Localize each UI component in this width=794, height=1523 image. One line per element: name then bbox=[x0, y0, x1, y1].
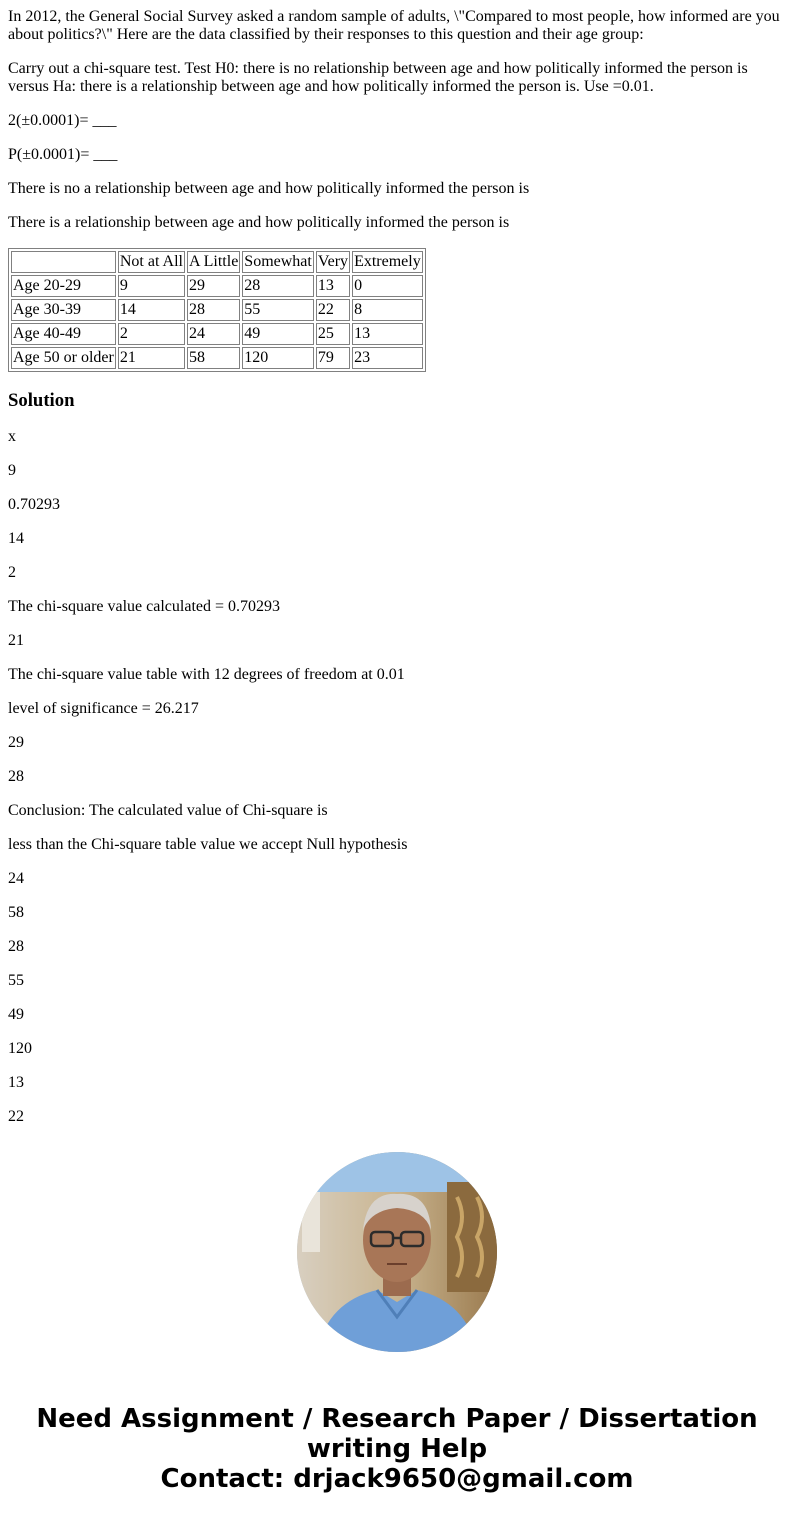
avatar bbox=[297, 1152, 497, 1352]
table-cell: 9 bbox=[118, 275, 185, 297]
table-cell: 29 bbox=[187, 275, 240, 297]
promo-contact[interactable]: Contact: drjack9650@gmail.com bbox=[160, 1464, 634, 1494]
promo-line-2: writing Help bbox=[306, 1434, 488, 1464]
table-row bbox=[11, 347, 423, 369]
table-header-cell: Extremely bbox=[352, 251, 423, 273]
solution-line: 58 bbox=[8, 904, 24, 921]
solution-line: 55 bbox=[8, 972, 24, 989]
solution-line: 9 bbox=[8, 462, 16, 479]
solution-heading: Solution bbox=[8, 390, 75, 411]
solution-line: 24 bbox=[8, 870, 24, 887]
solution-line: Conclusion: The calculated value of Chi-square is bbox=[8, 802, 328, 819]
data-table bbox=[8, 248, 426, 372]
table-cell: 28 bbox=[187, 299, 240, 321]
table-cell: 13 bbox=[352, 323, 423, 345]
table-cell: 21 bbox=[118, 347, 185, 369]
author-photo-area bbox=[0, 1152, 794, 1352]
table-cell: 14 bbox=[118, 299, 185, 321]
solution-line: 28 bbox=[8, 938, 24, 955]
solution-line: 14 bbox=[8, 530, 24, 547]
question-intro: In 2012, the General Social Survey asked a random sample of adults, \"Compared to most people, how informed are you about politics?\" Here are the data classified by their responses to this question and their age group: bbox=[8, 8, 780, 43]
table-header-cell: Very bbox=[316, 251, 350, 273]
table-row bbox=[11, 299, 423, 321]
solution-body bbox=[8, 428, 786, 1126]
table-cell: 13 bbox=[316, 275, 350, 297]
table-cell: 55 bbox=[242, 299, 314, 321]
solution-line: 120 bbox=[8, 1040, 32, 1057]
solution-line: 28 bbox=[8, 768, 24, 785]
table-cell: Age 20-29 bbox=[11, 275, 116, 297]
solution-line: x bbox=[8, 428, 16, 445]
table-row bbox=[11, 275, 423, 297]
question-instructions: Carry out a chi-square test. Test H0: there is no relationship between age and how politically informed the person is versus Ha: there is a relationship between age and how politically informed the person is. Use =0.01. bbox=[8, 60, 748, 95]
table-cell: Age 50 or older bbox=[11, 347, 116, 369]
solution-line: level of significance = 26.217 bbox=[8, 700, 199, 717]
person-photo-icon bbox=[297, 1152, 497, 1352]
table-cell: 120 bbox=[242, 347, 314, 369]
table-header-cell: A Little bbox=[187, 251, 240, 273]
table-header-cell: Not at All bbox=[118, 251, 185, 273]
table-cell: Age 30-39 bbox=[11, 299, 116, 321]
promo-line-1: Need Assignment / Research Paper / Dissertation bbox=[36, 1404, 758, 1434]
table-cell: 2 bbox=[118, 323, 185, 345]
chi-square-blank: 2(±0.0001)= ___ bbox=[8, 112, 117, 129]
table-cell: 25 bbox=[316, 323, 350, 345]
table-cell: 22 bbox=[316, 299, 350, 321]
solution-line: The chi-square value calculated = 0.70293 bbox=[8, 598, 281, 615]
answer-option-no-relationship: There is no a relationship between age and how politically informed the person is bbox=[8, 180, 530, 197]
table-header-cell: Somewhat bbox=[242, 251, 314, 273]
answer-option-relationship: There is a relationship between age and how politically informed the person is bbox=[8, 214, 510, 231]
table-header-row bbox=[11, 251, 423, 273]
table-cell: 28 bbox=[242, 275, 314, 297]
solution-line: 13 bbox=[8, 1074, 24, 1091]
table-cell: 24 bbox=[187, 323, 240, 345]
table-cell: 0 bbox=[352, 275, 423, 297]
table-cell: 58 bbox=[187, 347, 240, 369]
solution-line: 21 bbox=[8, 632, 24, 649]
solution-line: The chi-square value table with 12 degrees of freedom at 0.01 bbox=[8, 666, 405, 683]
promo-banner bbox=[0, 1404, 794, 1494]
table-cell: 49 bbox=[242, 323, 314, 345]
p-value-blank: P(±0.0001)= ___ bbox=[8, 146, 118, 163]
solution-line: 29 bbox=[8, 734, 24, 751]
table-row bbox=[11, 323, 423, 345]
solution-line: less than the Chi-square table value we accept Null hypothesis bbox=[8, 836, 408, 853]
solution-line: 49 bbox=[8, 1006, 24, 1023]
solution-line: 2 bbox=[8, 564, 16, 581]
table-cell: Age 40-49 bbox=[11, 323, 116, 345]
table-cell: 23 bbox=[352, 347, 423, 369]
solution-line: 0.70293 bbox=[8, 496, 60, 513]
solution-line: 22 bbox=[8, 1108, 24, 1125]
table-cell: 79 bbox=[316, 347, 350, 369]
table-header-cell bbox=[11, 251, 116, 273]
table-cell: 8 bbox=[352, 299, 423, 321]
